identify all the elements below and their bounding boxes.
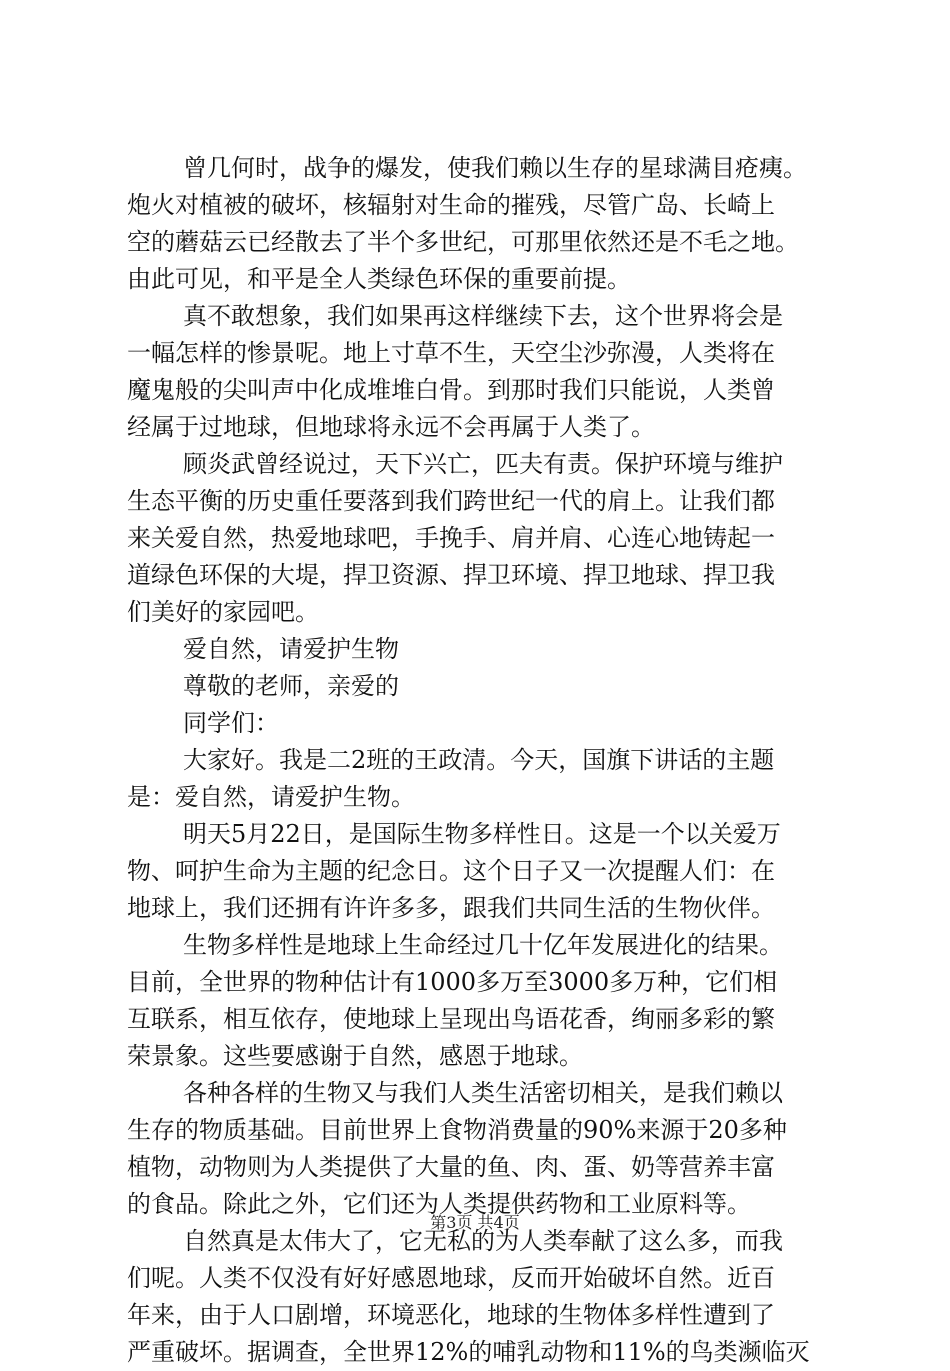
text-line: 真不敢想象，我们如果再这样继续下去，这个世界将会是: [183, 302, 783, 330]
salutation-line: 同学们：: [183, 709, 279, 737]
body-text: [127, 150, 857, 1371]
text-line: 明天5月22日，是国际生物多样性日。这是一个以关爱万: [183, 820, 781, 848]
text-line: 空的蘑菇云已经散去了半个多世纪，可那里依然还是不毛之地。: [127, 228, 799, 256]
text-line: 各种各样的生物又与我们人类生活密切相关，是我们赖以: [183, 1079, 783, 1107]
text-line: 魔鬼般的尖叫声中化成堆堆白骨。到那时我们只能说，人类曾: [127, 376, 775, 404]
text-line: 生存的物质基础。目前世界上食物消费量的90%来源于20多种: [127, 1116, 787, 1144]
text-line: 荣景象。这些要感谢于自然，感恩于地球。: [127, 1042, 583, 1070]
text-line: 来关爱自然，热爱地球吧，手挽手、肩并肩、心连心地铸起一: [127, 524, 775, 552]
text-line: 道绿色环保的大堤，捍卫资源、捍卫环境、捍卫地球、捍卫我: [127, 561, 775, 589]
text-line: 年来，由于人口剧增，环境恶化，地球的生物体多样性遭到了: [127, 1301, 775, 1329]
text-line: 严重破坏。据调查，全世界12%的哺乳动物和11%的鸟类濒临灭: [127, 1338, 810, 1366]
text-line: 地球上，我们还拥有许许多多，跟我们共同生活的生物伙伴。: [127, 894, 775, 922]
text-line: 由此可见，和平是全人类绿色环保的重要前提。: [127, 265, 631, 293]
text-line: 们美好的家园吧。: [127, 598, 319, 626]
text-line: 物、呵护生命为主题的纪念日。这个日子又一次提醒人们：在: [127, 857, 775, 885]
text-line: 互联系，相互依存，使地球上呈现出鸟语花香，绚丽多彩的繁: [127, 1005, 775, 1033]
text-line: 顾炎武曾经说过，天下兴亡，匹夫有责。保护环境与维护: [183, 450, 783, 478]
section-heading: 爱自然，请爱护生物: [183, 635, 399, 663]
text-line: 植物，动物则为人类提供了大量的鱼、肉、蛋、奶等营养丰富: [127, 1153, 775, 1181]
page-number-footer: 第3页 共4页: [430, 1213, 520, 1232]
text-line: 是：爱自然，请爱护生物。: [127, 783, 415, 811]
text-line: 生态平衡的历史重任要落到我们跨世纪一代的肩上。让我们都: [127, 487, 775, 515]
text-line: 大家好。我是二2班的王政清。今天，国旗下讲话的主题: [183, 746, 775, 774]
text-line: 曾几何时，战争的爆发，使我们赖以生存的星球满目疮痍。: [183, 154, 807, 182]
text-line: 的食品。除此之外，它们还为人类提供药物和工业原料等。: [127, 1190, 751, 1218]
text-line: 们呢。人类不仅没有好好感恩地球，反而开始破坏自然。近百: [127, 1264, 775, 1292]
text-line: 经属于过地球，但地球将永远不会再属于人类了。: [127, 413, 655, 441]
text-line: 目前，全世界的物种估计有1000多万至3000多万种，它们相: [127, 968, 778, 996]
text-line: 一幅怎样的惨景呢。地上寸草不生，天空尘沙弥漫，人类将在: [127, 339, 775, 367]
text-line: 炮火对植被的破坏，核辐射对生命的摧残，尽管广岛、长崎上: [127, 191, 775, 219]
text-line: 生物多样性是地球上生命经过几十亿年发展进化的结果。: [183, 931, 783, 959]
salutation-line: 尊敬的老师，亲爱的: [183, 672, 399, 700]
text-line: 自然真是太伟大了，它无私的为人类奉献了这么多，而我: [183, 1227, 783, 1255]
